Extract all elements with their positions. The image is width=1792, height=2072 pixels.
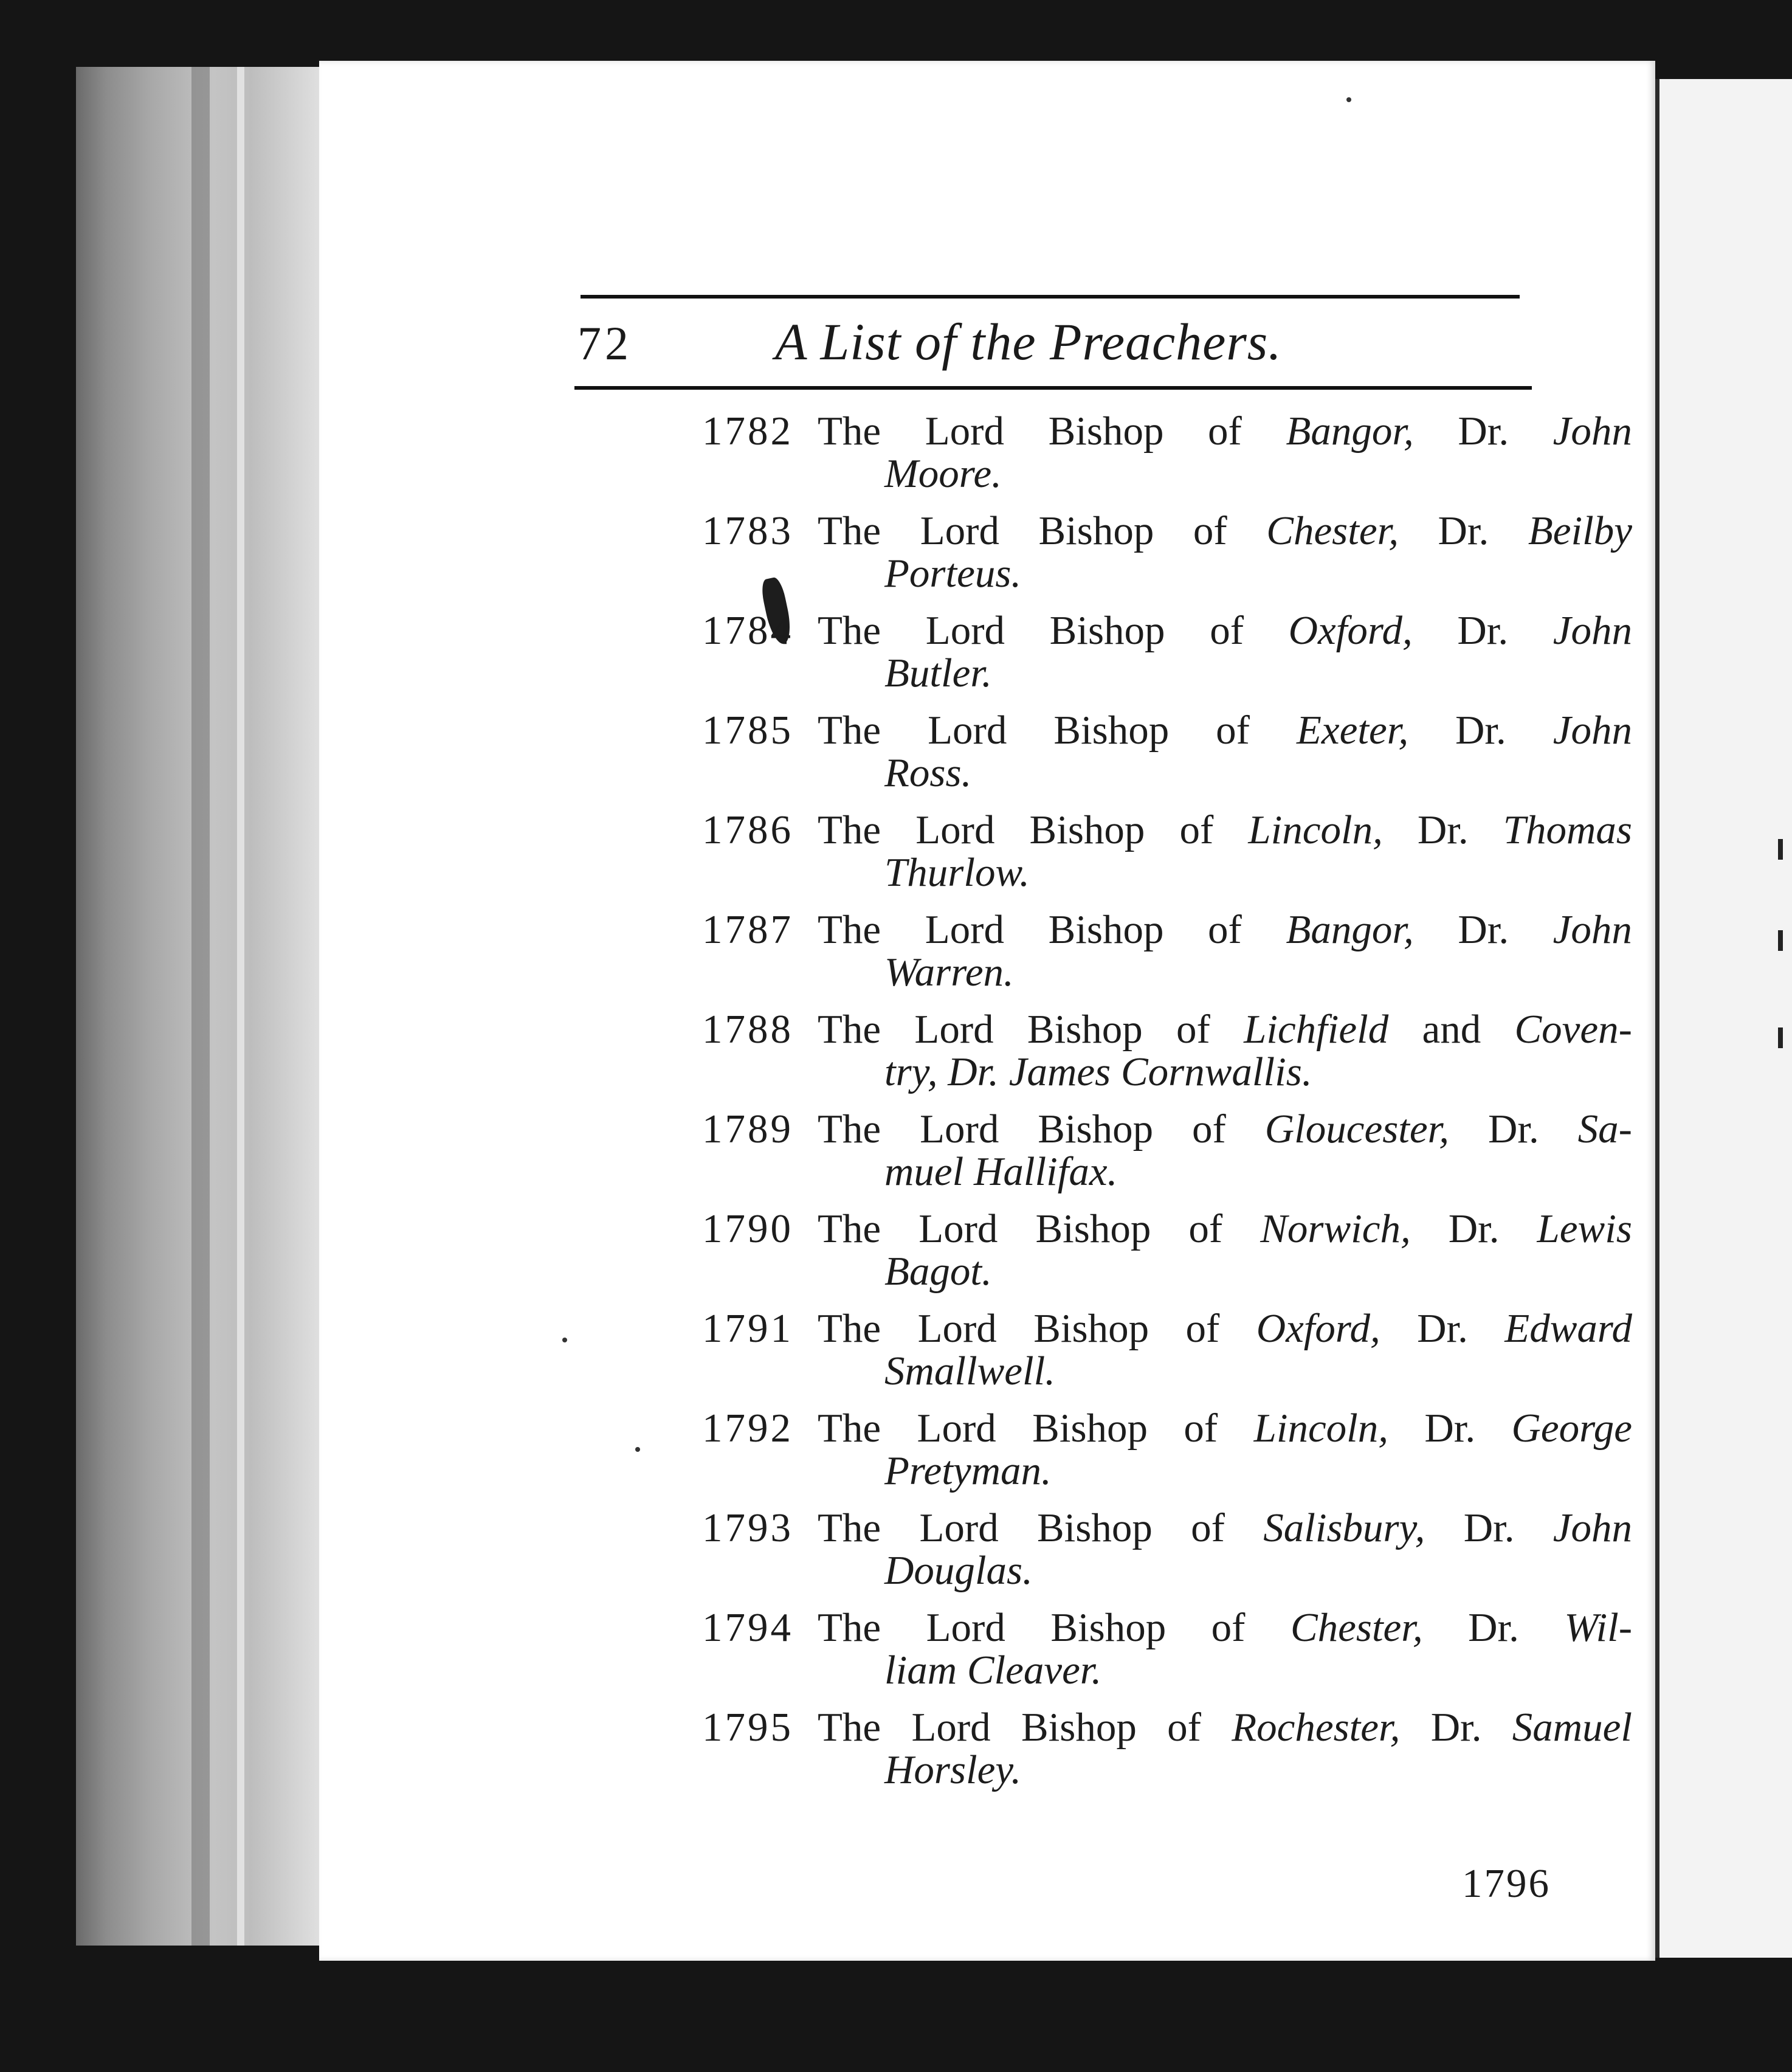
entry-line-2: Smallwell. [884,1349,1056,1393]
entry-word: of [1216,708,1250,753]
entry-word: Lord [926,1605,1005,1650]
entry-word: Bishop [1050,1605,1167,1650]
entry-word: Lichfield [1244,1007,1389,1052]
entry-word: Dr. [1468,1605,1519,1650]
entry-word: Wil- [1564,1605,1632,1650]
entry-word: Lord [920,1107,999,1152]
entry-word: John [1552,708,1632,753]
entry-word: Lincoln, [1248,807,1383,852]
entry-word: John [1552,608,1632,653]
list-item [702,1701,1792,1800]
entry-word: Thomas [1503,807,1632,852]
entry-word: Bishop [1036,1505,1153,1550]
entry-word: of [1193,508,1227,553]
entry-line-1 [818,1505,1632,1552]
entry-word: Bangor, [1286,409,1414,454]
entry-word: Edward [1504,1306,1632,1351]
entry-word: Bishop [1038,1107,1154,1152]
entry-word: Dr. [1458,409,1509,454]
header-rule-bottom [574,386,1532,390]
entry-word: The [818,1705,881,1750]
entry-word: Lord [919,1505,999,1550]
entry-word: Gloucester, [1264,1107,1450,1152]
entry-word: Bishop [1032,1406,1148,1451]
entry-year: 1789 [702,1107,793,1152]
header-rule-top [581,295,1520,299]
entry-word: of [1176,1007,1210,1052]
list-item [702,404,1792,504]
entry-year: 1785 [702,708,793,753]
entry-word: Lord [920,508,999,553]
running-head: A List of the Preachers. [775,313,1282,371]
entry-word: Norwich, [1260,1206,1411,1251]
entry-word: John [1552,409,1632,454]
entry-word: Lord [917,1406,996,1451]
entry-year: 1792 [702,1406,793,1451]
entry-line-1 [818,1405,1632,1452]
list-item [702,1302,1792,1401]
entry-word: of [1188,1206,1223,1251]
entry-word: Lord [918,1206,998,1251]
entry-year: 1790 [702,1206,793,1251]
entry-word: Dr. [1438,508,1489,553]
entry-line-1 [818,607,1632,654]
entry-word: Samuel [1512,1705,1632,1750]
entry-word: Dr. [1417,807,1469,852]
entry-line-2: Ross. [884,750,972,795]
entry-line-2: Thurlow. [884,850,1030,895]
entry-line-2: Pretyman. [884,1448,1052,1493]
ink-speck [562,1338,567,1342]
entry-line-2: muel Hallifax. [884,1149,1118,1194]
ink-speck [635,1447,640,1452]
page-number: 72 [577,317,632,370]
entry-word: Dr. [1487,1107,1539,1152]
entry-word: The [818,1206,881,1251]
entry-line-1 [818,1704,1632,1751]
entry-word: of [1167,1705,1201,1750]
entry-word: The [818,907,881,952]
entry-word: of [1179,807,1214,852]
entry-line-1 [818,807,1632,854]
entry-word: Lord [928,708,1007,753]
entry-line-2: liam Cleaver. [884,1648,1102,1693]
entry-line-2: Horsley. [884,1747,1022,1792]
entry-word: and [1422,1007,1481,1052]
ink-speck [1346,97,1351,102]
entry-word: The [818,708,881,753]
list-item [702,903,1792,1003]
entry-year: 1787 [702,907,793,952]
entry-word: Dr. [1463,1505,1515,1550]
entry-line-1 [818,1006,1632,1053]
entry-word: Bishop [1027,1007,1143,1052]
entry-word: Oxford, [1256,1306,1380,1351]
entry-word: John [1552,1505,1632,1550]
entry-year: 1783 [702,508,793,553]
entry-word: Bishop [1053,708,1170,753]
entry-word: Chester, [1266,508,1399,553]
entry-word: Chester, [1290,1605,1423,1650]
entry-word: Lord [911,1705,991,1750]
entry-word: Lord [925,409,1004,454]
entry-line-1 [818,1305,1632,1352]
entry-line-1 [818,1604,1632,1651]
entry-word: The [818,409,881,454]
entry-line-2: Douglas. [884,1548,1033,1593]
entry-word: Beilby [1528,508,1632,553]
entry-line-1 [818,707,1632,754]
entry-word: of [1191,1505,1225,1550]
entry-word: Bishop [1035,1206,1151,1251]
entry-word: Bishop [1048,907,1164,952]
list-item [702,1003,1792,1102]
entry-line-2: Warren. [884,950,1014,995]
entry-word: Bishop [1033,1306,1149,1351]
entry-word: Bishop [1049,608,1165,653]
entry-word: Bishop [1021,1705,1137,1750]
list-item [702,1601,1792,1701]
list-item [702,504,1792,604]
list-item [702,1401,1792,1501]
list-item [702,703,1792,803]
entry-word: The [818,1605,881,1650]
entry-word: Exeter, [1296,708,1409,753]
list-item [702,1102,1792,1202]
entry-year: 1795 [702,1705,793,1750]
entry-word: Dr. [1455,708,1506,753]
entry-word: of [1192,1107,1226,1152]
entry-line-2: Bagot. [884,1249,992,1294]
entry-word: The [818,1505,881,1550]
entry-word: The [818,1406,881,1451]
entry-word: of [1210,608,1244,653]
catchword: 1796 [1462,1861,1551,1906]
page-edges [76,67,325,1946]
entry-word: The [818,807,881,852]
entry-year: 1788 [702,1007,793,1052]
entry-word: Coven- [1514,1007,1632,1052]
entry-word: Dr. [1458,907,1509,952]
entry-word: The [818,608,881,653]
entry-word: Bishop [1038,508,1154,553]
entry-word: Salisbury, [1263,1505,1425,1550]
list-item [702,1501,1792,1601]
entry-year: 1793 [702,1505,793,1550]
entry-line-1 [818,906,1632,953]
entry-word: John [1552,907,1632,952]
entry-line-1 [818,1106,1632,1153]
list-item [702,604,1792,703]
entry-word: of [1185,1306,1220,1351]
entry-year: 1791 [702,1306,793,1351]
entry-word: Lord [914,1007,994,1052]
entry-line-2: Moore. [884,451,1002,496]
entry-line-1 [818,1206,1632,1252]
entry-word: George [1511,1406,1632,1451]
entry-line-1 [818,408,1632,455]
entry-word: Lord [917,1306,997,1351]
entry-word: Bishop [1048,409,1164,454]
entry-word: Bishop [1029,807,1145,852]
entry-year: 1786 [702,807,793,852]
entry-word: Lord [925,608,1005,653]
entry-line-2: try, Dr. James Cornwallis. [884,1049,1312,1094]
entry-word: of [1208,409,1242,454]
preacher-list [702,404,1792,1800]
entry-word: of [1211,1605,1246,1650]
entry-word: of [1184,1406,1218,1451]
entry-word: The [818,1007,881,1052]
entry-word: Bangor, [1286,907,1414,952]
entry-word: The [818,1306,881,1351]
entry-word: The [818,1107,881,1152]
entry-word: Dr. [1448,1206,1500,1251]
entry-word: of [1208,907,1242,952]
entry-word: Lewis [1537,1206,1632,1251]
entry-word: Dr. [1430,1705,1482,1750]
entry-year: 1794 [702,1605,793,1650]
entry-word: Lord [925,907,1004,952]
entry-word: Dr. [1457,608,1509,653]
entry-word: Dr. [1424,1406,1476,1451]
list-item [702,1202,1792,1302]
entry-word: Oxford, [1288,608,1413,653]
entry-word: Rochester, [1232,1705,1401,1750]
entry-year: 1784 [702,608,793,653]
entry-line-2: Porteus. [884,551,1022,596]
entry-line-1 [818,508,1632,554]
entry-word: Lincoln, [1253,1406,1389,1451]
entry-word: Sa- [1577,1107,1632,1152]
entry-year: 1782 [702,409,793,454]
list-item [702,803,1792,903]
entry-word: The [818,508,881,553]
entry-word: Dr. [1417,1306,1468,1351]
entry-word: Lord [915,807,995,852]
book-page [319,61,1655,1961]
entry-line-2: Butler. [884,651,992,696]
